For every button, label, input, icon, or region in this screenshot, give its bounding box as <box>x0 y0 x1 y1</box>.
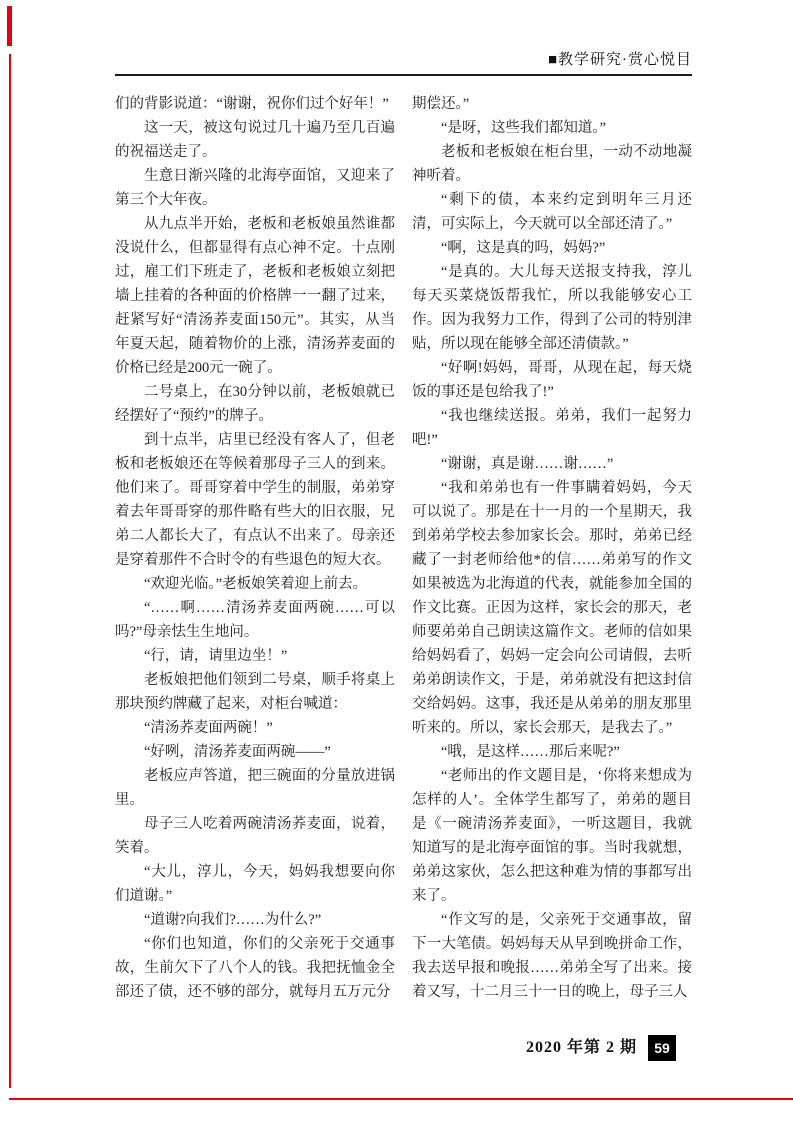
red-corner-mark <box>7 6 12 46</box>
paragraph: “是真的。大儿每天送报支持我，淳儿每天买菜烧饭帮我忙，所以我能够安心工作。因为我努力工作，得到了公司的特别津贴，所以现在能够全部还清债款。” <box>412 264 692 352</box>
right-text-column <box>412 92 692 1008</box>
header-rule <box>115 74 692 76</box>
paragraph: “行，请，请里边坐！” <box>144 648 288 664</box>
paragraph: 老板和老板娘在柜台里，一动不动地凝神听着。 <box>412 144 692 184</box>
paragraph: 到十点半，店里已经没有客人了，但老板和老板娘还在等候着那母子三人的到来。他们来了。哥哥穿着中学生的制服，弟弟穿着去年哥哥穿的那件略有些大的旧衣服，兄弟二人都长大了，有点认不出来了。母亲还是穿着那件不合时令的有些退色的短大衣。 <box>115 432 395 568</box>
page-header <box>115 0 692 76</box>
paragraph: “是呀，这些我们都知道。” <box>441 120 607 136</box>
paragraph: “清汤荞麦面两碗！” <box>144 720 273 736</box>
red-bottom-guide-line <box>9 1098 793 1100</box>
paragraph: “欢迎光临。”老板娘笑着迎上前去。 <box>144 576 368 592</box>
paragraph: 二号桌上，在30分钟以前，老板娘就已经摆好了“预约”的牌子。 <box>115 384 395 424</box>
paragraph: “老师出的作文题目是，‘你将来想成为怎样的人’。全体学生都写了，弟弟的题目是《一碗清汤荞麦面》，一听这题目，我就知道写的是北海亭面馆的事。当时我就想，弟弟这家伙，怎么把这种难为情的事都写出来了。 <box>412 768 692 904</box>
paragraph: 母子三人吃着两碗清汤荞麦面，说着，笑着。 <box>115 816 395 856</box>
section-header-label: ■教学研究·赏心悦目 <box>547 52 692 68</box>
paragraph: “剩下的债，本来约定到明年三月还清，可实际上，今天就可以全部还清了。” <box>412 192 692 232</box>
paragraph: 从九点半开始，老板和老板娘虽然谁都没说什么，但都显得有点心神不定。十点刚过，雇工们下班走了，老板和老板娘立刻把墙上挂着的各种面的价格牌一一翻了过来，赶紧写好“清汤荞麦面150元”。其实，从当年夏天起，随着物价的上涨，清汤荞麦面的价格已经是200元一碗了。 <box>115 216 395 376</box>
paragraph: “道谢?向我们?……为什么?” <box>144 912 322 928</box>
paragraph: 生意日渐兴隆的北海亭面馆，又迎来了第三个大年夜。 <box>115 168 395 208</box>
paragraph: “哦，是这样……那后来呢?” <box>441 744 620 760</box>
issue-label: 2020 年第 2 期 <box>525 1039 637 1056</box>
paragraph: 们的背影说道：“谢谢，祝你们过个好年！” <box>115 96 389 112</box>
paragraph: 期偿还。” <box>412 96 470 112</box>
paragraph: “好啊!妈妈，哥哥，从现在起，每天烧饭的事还是包给我了!” <box>412 360 692 400</box>
paragraph: 老板娘把他们领到二号桌，顺手将桌上那块预约牌藏了起来，对柜台喊道： <box>115 672 395 712</box>
paragraph: “……啊……清汤荞麦面两碗……可以吗?”母亲怯生生地问。 <box>115 600 395 640</box>
red-left-guide-line <box>9 54 11 1088</box>
article-body <box>115 92 692 1008</box>
paragraph: “啊，这是真的吗，妈妈?” <box>441 240 606 256</box>
paragraph: “谢谢，真是谢……谢……” <box>441 456 614 472</box>
page-number-badge: 59 <box>648 1035 676 1061</box>
left-text-column <box>115 92 395 1008</box>
paragraph: “你们也知道，你们的父亲死于交通事故，生前欠下了八个人的钱。我把抚恤金全部还了债，还不够的部分，就每月五万元分 <box>115 936 395 1000</box>
page-footer <box>526 1035 676 1061</box>
paragraph: “大儿，淳儿，今天，妈妈我想要向你们道谢。” <box>115 864 395 904</box>
paragraph: “好咧，清汤荞麦面两碗——” <box>144 744 331 760</box>
paragraph: “作文写的是，父亲死于交通事故，留下一大笔债。妈妈每天从早到晚拼命工作，我去送早报和晚报……弟弟全写了出来。接着又写，十二月三十一日的晚上，母子三人 <box>412 912 692 1000</box>
paragraph: 这一天，被这句说过几十遍乃至几百遍的祝福送走了。 <box>115 120 395 160</box>
paragraph: “我和弟弟也有一件事瞒着妈妈，今天可以说了。那是在十一月的一个星期天，我到弟弟学校去参加家长会。那时，弟弟已经藏了一封老师给他*的信……弟弟写的作文如果被选为北海道的代表，就能参加全国的作文比赛。正因为这样，家长会的那天，老师要弟弟自己朗读这篇作文。老师的信如果给妈妈看了，妈妈一定会向公司请假，去听弟弟朗读作文，于是，弟弟就没有把这封信交给妈妈。这事，我还是从弟弟的朋友那里听来的。所以，家长会那天，是我去了。” <box>412 480 692 736</box>
paragraph: “我也继续送报。弟弟，我们一起努力吧!” <box>412 408 692 448</box>
paragraph: 老板应声答道，把三碗面的分量放进锅里。 <box>115 768 395 808</box>
